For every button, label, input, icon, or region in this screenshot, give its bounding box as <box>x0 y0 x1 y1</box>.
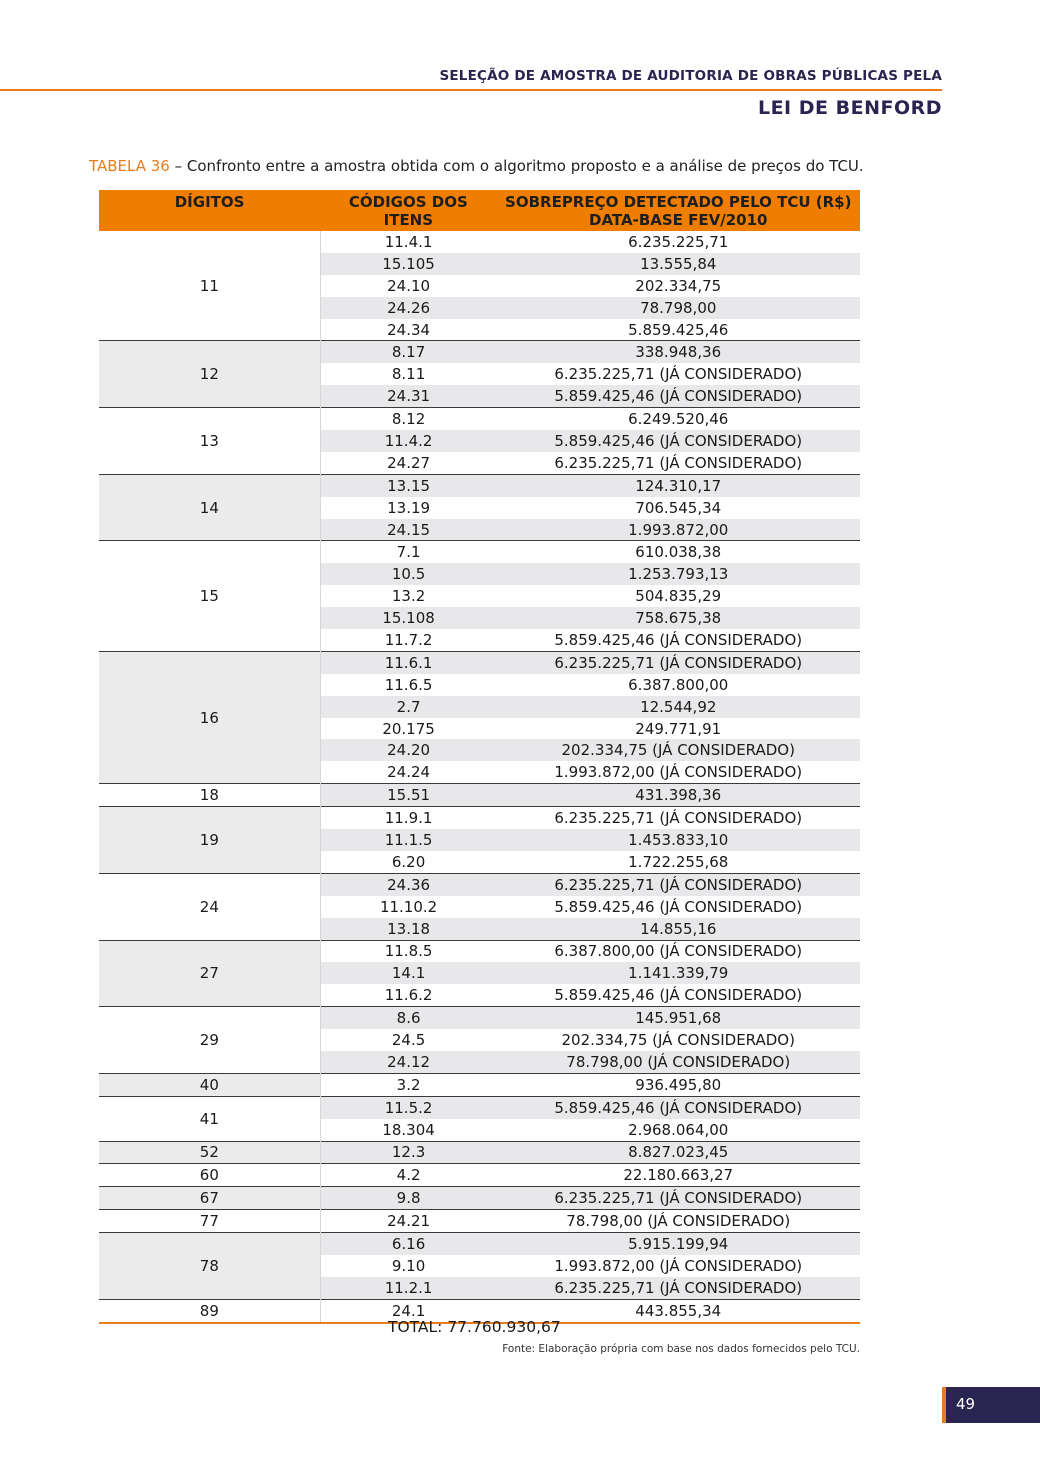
digit-cell: 13 <box>99 408 320 475</box>
digit-group <box>99 1007 860 1074</box>
item-code-cell: 24.5 <box>320 1029 496 1051</box>
item-code-cell: 11.8.5 <box>320 940 496 962</box>
digit-cell: 52 <box>99 1141 320 1164</box>
digit-cell: 41 <box>99 1096 320 1141</box>
overprice-cell: 6.235.225,71 <box>628 232 729 251</box>
item-code-cell: 10.5 <box>320 563 496 585</box>
item-code-cell: 24.34 <box>320 319 496 341</box>
digit-group <box>99 231 860 341</box>
overprice-cell: 443.855,34 <box>496 1299 860 1322</box>
overprice-cell: 431.398,36 <box>496 784 860 807</box>
overprice-cell: 5.859.425,46 (JÁ CONSIDERADO) <box>496 385 860 407</box>
overprice-cell: 338.948,36 <box>496 341 860 363</box>
table-total: TOTAL: 77.760.930,67 <box>388 1318 561 1336</box>
digit-cell: 11 <box>199 276 219 295</box>
item-code-cell: 8.6 <box>320 1007 496 1029</box>
table-row <box>99 1096 860 1118</box>
item-code-cell: 11.4.2 <box>320 430 496 452</box>
running-header-line2: LEI DE BENFORD <box>757 97 942 119</box>
digit-cell: 89 <box>99 1299 320 1322</box>
item-code-cell: 9.10 <box>320 1255 496 1277</box>
overprice-cell: 1.993.872,00 (JÁ CONSIDERADO) <box>554 763 803 782</box>
overprice-cell: 22.180.663,27 <box>496 1164 860 1187</box>
overprice-cell: 6.249.520,46 <box>496 408 860 430</box>
item-code-cell: 24.27 <box>320 452 496 474</box>
item-code-cell: 14.1 <box>320 962 496 984</box>
overprice-cell: 758.675,38 <box>496 607 860 629</box>
item-code-cell: 11.10.2 <box>320 896 496 918</box>
digit-cell: 19 <box>99 807 320 874</box>
table-caption-text: – Confronto entre a amostra obtida com o algoritmo proposto e a análise de preços do TCU. <box>169 157 864 175</box>
overprice-cell: 145.951,68 <box>496 1007 860 1029</box>
overprice-cell: 5.859.425,46 (JÁ CONSIDERADO) <box>496 430 860 452</box>
item-code-cell: 6.16 <box>320 1233 496 1255</box>
item-code-cell: 24.21 <box>320 1210 496 1233</box>
item-code-cell: 8.11 <box>320 363 496 385</box>
digit-group <box>99 1096 860 1141</box>
table-row <box>99 541 860 563</box>
overprice-cell: 5.859.425,46 <box>628 320 729 339</box>
overprice-cell: 12.544,92 <box>496 696 860 718</box>
digit-group <box>99 474 860 541</box>
digit-group <box>99 1233 860 1300</box>
table-caption <box>89 157 864 175</box>
digit-group <box>99 541 860 651</box>
item-code-cell: 12.3 <box>320 1141 496 1164</box>
overprice-cell: 6.235.225,71 (JÁ CONSIDERADO) <box>496 651 860 673</box>
table-row <box>99 341 860 363</box>
overprice-cell: 1.141.339,79 <box>496 962 860 984</box>
item-code-cell: 11.7.2 <box>320 629 496 651</box>
item-code-cell: 15.105 <box>320 253 496 275</box>
table-row <box>99 651 860 673</box>
table-row <box>99 807 860 829</box>
header-codes: CÓDIGOS DOS ITENS <box>320 190 496 231</box>
digit-cell: 40 <box>99 1073 320 1096</box>
item-code-cell: 9.8 <box>320 1187 496 1210</box>
digit-cell: 24 <box>99 873 320 940</box>
digit-cell: 18 <box>99 784 320 807</box>
digit-cell: 77 <box>99 1210 320 1233</box>
item-code-cell: 6.20 <box>320 851 496 873</box>
item-code-cell: 13.19 <box>320 497 496 519</box>
overprice-cell: 202.334,75 <box>635 276 722 295</box>
table-header-row <box>99 190 860 231</box>
overprice-cell: 6.235.225,71 (JÁ CONSIDERADO) <box>554 365 803 384</box>
item-code-cell: 20.175 <box>320 718 496 740</box>
digit-group <box>99 1073 860 1096</box>
running-header-line1: SELEÇÃO DE AMOSTRA DE AUDITORIA DE OBRAS PÚBLICAS PELA <box>439 68 942 84</box>
overprice-cell: 1.253.793,13 <box>496 563 860 585</box>
digit-cell: 78 <box>99 1233 320 1300</box>
page-number-box <box>942 1387 1040 1423</box>
digit-cell: 15 <box>99 541 320 651</box>
item-code-cell: 24.20 <box>320 739 496 761</box>
table-caption-label: TABELA 36 <box>89 157 170 175</box>
item-code-cell: 24.36 <box>320 873 496 895</box>
overprice-cell: 202.334,75 (JÁ CONSIDERADO) <box>561 1031 795 1049</box>
digit-group <box>99 1141 860 1164</box>
item-code-cell: 11.9.1 <box>320 807 496 829</box>
overprice-cell: 78.798,00 <box>496 297 860 319</box>
item-code-cell: 4.2 <box>320 1164 496 1187</box>
overprice-cell: 1.993.872,00 <box>496 519 860 541</box>
digit-group <box>99 651 860 783</box>
overprice-cell: 706.545,34 <box>635 498 722 517</box>
overprice-cell: 78.798,00 (JÁ CONSIDERADO) <box>496 1210 860 1233</box>
digit-group <box>99 784 860 807</box>
item-code-cell: 11.2.1 <box>320 1277 496 1299</box>
digit-cell: 16 <box>99 651 320 783</box>
item-code-cell: 24.31 <box>320 385 496 407</box>
overprice-cell: 6.235.225,71 (JÁ CONSIDERADO) <box>496 1277 860 1299</box>
overprice-cell: 1.993.872,00 (JÁ CONSIDERADO) <box>554 1256 803 1275</box>
overprice-cell: 6.235.225,71 (JÁ CONSIDERADO) <box>496 873 860 895</box>
item-code-cell: 8.12 <box>320 408 496 430</box>
item-code-cell: 13.2 <box>320 585 496 607</box>
item-code-cell: 11.5.2 <box>320 1096 496 1118</box>
item-code-cell: 24.24 <box>320 761 496 783</box>
table-row <box>99 231 860 253</box>
overprice-cell: 936.495,80 <box>496 1073 860 1096</box>
overprice-cell: 6.235.225,71 (JÁ CONSIDERADO) <box>496 807 860 829</box>
digit-cell: 67 <box>99 1187 320 1210</box>
digit-group <box>99 341 860 408</box>
overprice-cell: 78.798,00 (JÁ CONSIDERADO) <box>496 1051 860 1073</box>
table-row <box>99 1187 860 1210</box>
item-code-cell: 15.108 <box>320 607 496 629</box>
header-rule <box>0 89 942 91</box>
digit-group <box>99 1210 860 1233</box>
overprice-cell: 5.859.425,46 (JÁ CONSIDERADO) <box>554 986 803 1005</box>
overprice-cell: 504.835,29 <box>635 587 722 606</box>
overprice-cell: 14.855,16 <box>496 918 860 940</box>
item-code-cell: 11.4.1 <box>320 231 496 253</box>
item-code-cell: 13.18 <box>320 918 496 940</box>
digit-group <box>99 408 860 475</box>
item-code-cell: 11.1.5 <box>320 829 496 851</box>
page-number: 49 <box>956 1395 976 1413</box>
item-code-cell: 7.1 <box>320 541 496 563</box>
item-code-cell: 8.17 <box>320 341 496 363</box>
item-code-cell: 24.12 <box>320 1051 496 1073</box>
item-code-cell: 11.6.2 <box>320 984 496 1006</box>
table-row <box>99 784 860 807</box>
table-row <box>99 1210 860 1233</box>
overprice-cell: 2.968.064,00 <box>628 1120 729 1139</box>
table-row <box>99 474 860 496</box>
item-code-cell: 15.51 <box>320 784 496 807</box>
overprice-cell: 5.859.425,46 (JÁ CONSIDERADO) <box>496 1096 860 1118</box>
overprice-cell: 202.334,75 (JÁ CONSIDERADO) <box>496 739 860 761</box>
table-row <box>99 1073 860 1096</box>
overprice-cell: 1.722.255,68 <box>628 852 729 871</box>
overprice-cell: 6.387.800,00 (JÁ CONSIDERADO) <box>496 940 860 962</box>
overprice-cell: 6.235.225,71 (JÁ CONSIDERADO) <box>554 453 803 472</box>
digit-group <box>99 1164 860 1187</box>
header-digits: DÍGITOS <box>99 190 320 231</box>
digit-cell: 14 <box>99 474 320 541</box>
overprice-cell: 8.827.023,45 <box>496 1141 860 1164</box>
digit-cell: 60 <box>99 1164 320 1187</box>
overprice-cell: 6.235.225,71 (JÁ CONSIDERADO) <box>496 1187 860 1210</box>
table-row <box>99 1233 860 1255</box>
item-code-cell: 18.304 <box>320 1119 496 1141</box>
item-code-cell: 11.6.5 <box>320 674 496 696</box>
header-overprice: SOBREPREÇO DETECTADO PELO TCU (R$) DATA-BASE FEV/2010 <box>496 190 860 231</box>
overprice-cell: 610.038,38 <box>496 541 860 563</box>
digit-group <box>99 873 860 940</box>
digit-group <box>99 807 860 874</box>
overprice-cell: 5.859.425,46 (JÁ CONSIDERADO) <box>554 630 803 649</box>
overprice-cell: 249.771,91 <box>635 719 722 738</box>
item-code-cell: 13.15 <box>320 474 496 496</box>
digit-group <box>99 940 860 1007</box>
overprice-cell: 5.915.199,94 <box>496 1233 860 1255</box>
item-code-cell: 24.26 <box>320 297 496 319</box>
table-source: Fonte: Elaboração própria com base nos dados fornecidos pelo TCU. <box>502 1343 860 1355</box>
overprice-cell: 6.387.800,00 <box>628 675 729 694</box>
overprice-cell: 124.310,17 <box>496 474 860 496</box>
item-code-cell: 2.7 <box>320 696 496 718</box>
digit-cell: 27 <box>99 940 320 1007</box>
overprice-cell: 13.555,84 <box>496 253 860 275</box>
table-row <box>99 408 860 430</box>
table-row <box>99 1007 860 1029</box>
table-row <box>99 1141 860 1164</box>
digit-cell: 12 <box>99 341 320 408</box>
table-row <box>99 1164 860 1187</box>
table-row <box>99 940 860 962</box>
digit-group <box>99 1187 860 1210</box>
item-code-cell: 24.15 <box>320 519 496 541</box>
overprice-cell: 1.453.833,10 <box>496 829 860 851</box>
item-code-cell: 24.1 <box>320 1299 496 1322</box>
overprice-cell: 5.859.425,46 (JÁ CONSIDERADO) <box>554 897 803 916</box>
table-row <box>99 873 860 895</box>
item-code-cell: 11.6.1 <box>320 651 496 673</box>
item-code-cell: 24.10 <box>320 275 496 297</box>
item-code-cell: 3.2 <box>320 1073 496 1096</box>
digit-cell: 29 <box>99 1007 320 1074</box>
benford-table <box>99 190 860 1324</box>
